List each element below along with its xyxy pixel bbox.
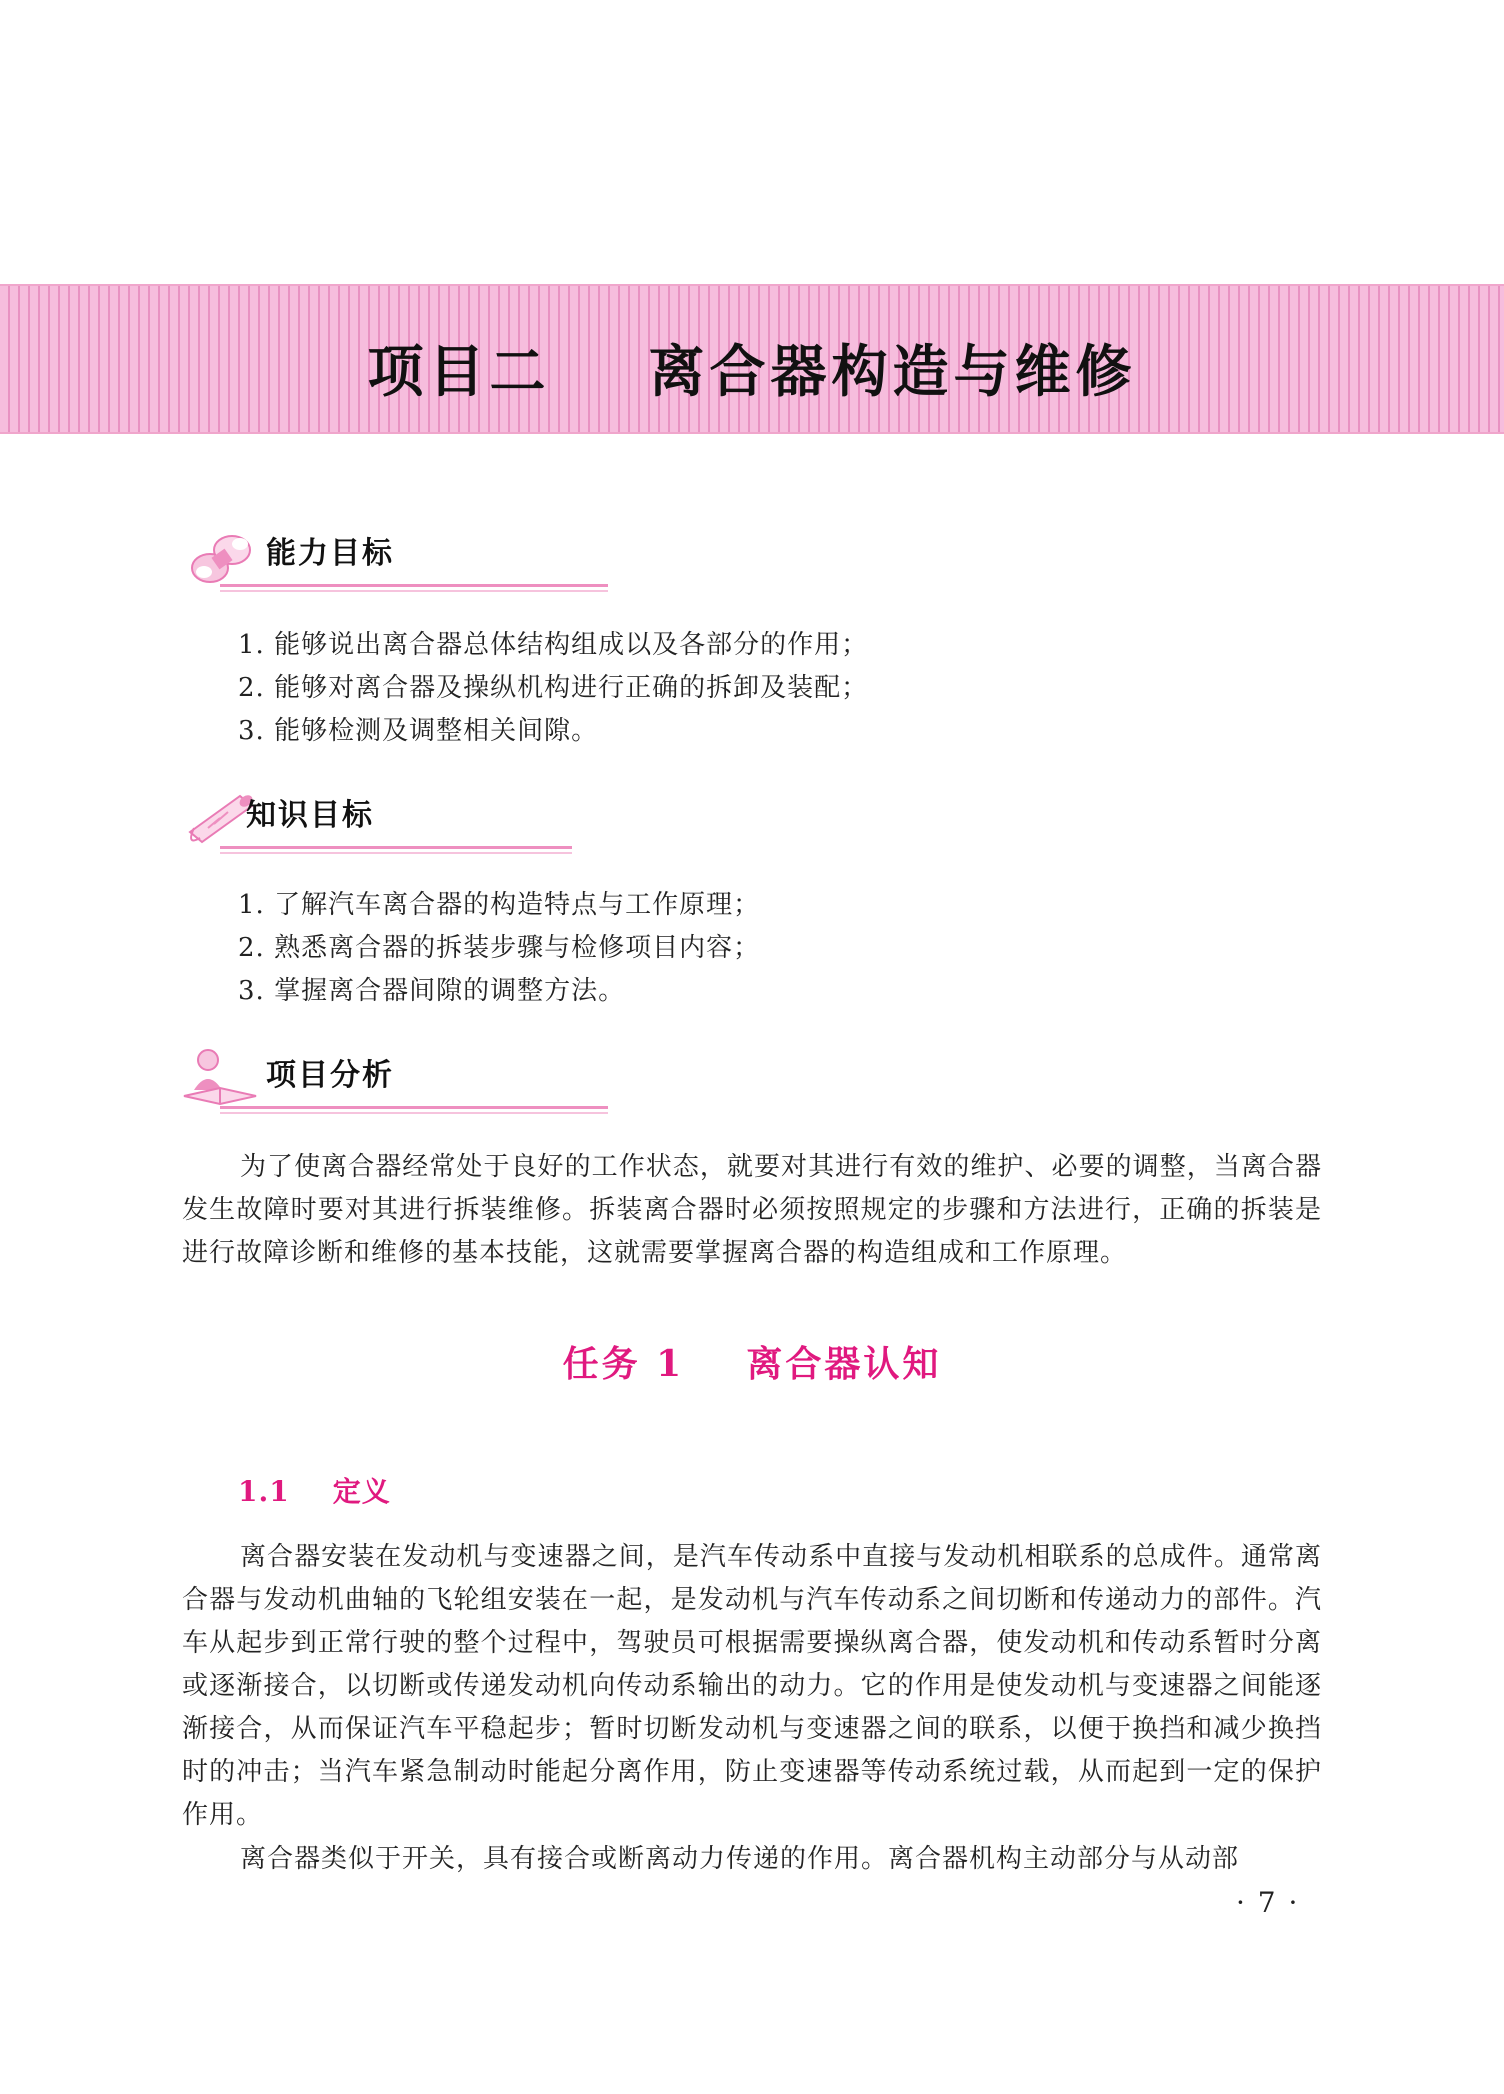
- ability-heading: [180, 520, 440, 592]
- heading-rule-light: [220, 1112, 608, 1114]
- list-item: 1. 能够说出离合器总体结构组成以及各部分的作用；: [238, 630, 869, 660]
- page-number: · 7 ·: [1236, 1886, 1300, 1919]
- list-item: 3. 掌握离合器间隙的调整方法。: [238, 976, 626, 1006]
- knowledge-heading: [180, 782, 420, 854]
- reader-icon: [180, 1042, 276, 1114]
- list-item: 2. 熟悉离合器的拆装步骤与检修项目内容；: [238, 933, 761, 963]
- list-item: 2. 能够对离合器及操纵机构进行正确的拆卸及装配；: [238, 673, 869, 703]
- heading-rule: [220, 1106, 608, 1109]
- knowledge-list: [238, 884, 760, 1013]
- heading-rule-light: [220, 852, 572, 854]
- analysis-paragraph: 为了使离合器经常处于良好的工作状态，就要对其进行有效的维护、必要的调整，当离合器发生故障时要对其进行拆装维修。拆装离合器时必须按照规定的步骤和方法进行，正确的拆装是进行故障诊断和维修的基本技能，这就需要掌握离合器的构造组成和工作原理。: [182, 1152, 1322, 1268]
- project-title: 项目二 离合器构造与维修: [367, 340, 1137, 405]
- analysis-heading: [180, 1042, 440, 1114]
- section-title: 1.1 定义: [238, 1475, 391, 1508]
- ability-label: 能力目标: [266, 536, 394, 571]
- knowledge-label: 知识目标: [246, 798, 374, 833]
- continuation-paragraph: 离合器类似于开关，具有接合或断离动力传递的作用。离合器机构主动部分与从动部: [240, 1844, 1240, 1874]
- definition-paragraph: 离合器安装在发动机与变速器之间，是汽车传动系中直接与发动机相联系的总成件。通常离合器与发动机曲轴的飞轮组安装在一起，是发动机与汽车传动系之间切断和传递动力的部件。汽车从起步到正常行驶的整个过程中，驾驶员可根据需要操纵离合器，使发动机和传动系暂时分离或逐渐接合，以切断或传递发动机向传动系输出的动力。它的作用是使发动机与变速器之间能逐渐接合，从而保证汽车平稳起步；暂时切断发动机与变速器之间的联系，以便于换挡和减少换挡时的冲击；当汽车紧急制动时能起分离作用，防止变速器等传动系统过载，从而起到一定的保护作用。: [182, 1542, 1322, 1830]
- analysis-label: 项目分析: [266, 1058, 394, 1093]
- list-item: 3. 能够检测及调整相关间隙。: [238, 716, 599, 746]
- list-item: 1. 了解汽车离合器的构造特点与工作原理；: [238, 890, 761, 920]
- heading-rule-light: [220, 590, 608, 592]
- task-title: 任务 1 离合器认知: [562, 1343, 942, 1385]
- heading-rule: [220, 846, 572, 849]
- heading-rule: [220, 584, 608, 587]
- ability-list: [238, 624, 868, 753]
- binoculars-icon: [180, 520, 276, 592]
